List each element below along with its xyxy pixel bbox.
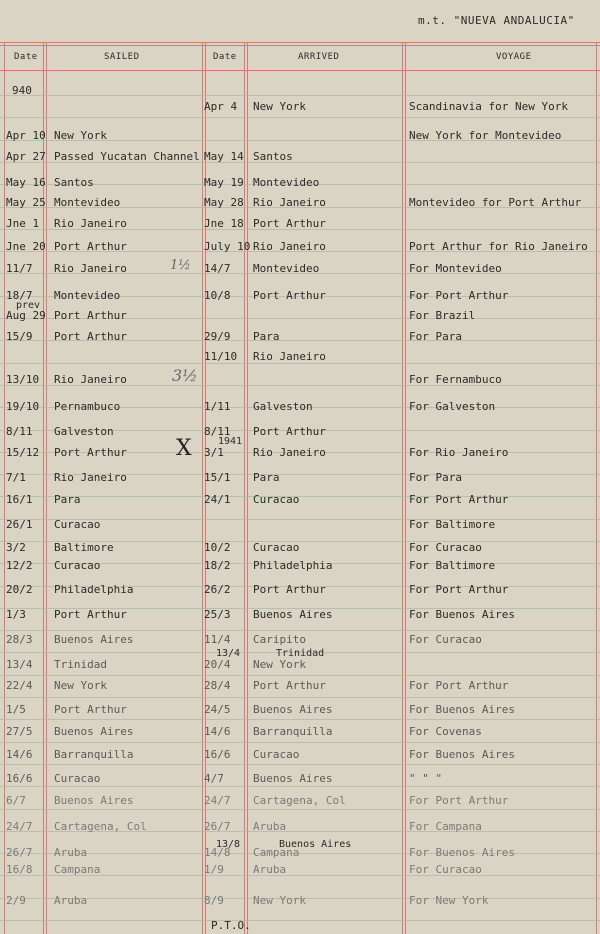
col-rule xyxy=(202,42,203,934)
header-date-sailed: Date xyxy=(14,52,38,62)
row-19-sd: 26/1 xyxy=(6,518,33,531)
row-28-sd: 27/5 xyxy=(6,725,33,738)
row-4-sd: May 16 xyxy=(6,176,46,189)
header-rule xyxy=(0,70,600,71)
row-21-voyage: For Baltimore xyxy=(409,559,496,572)
row-29-ad: 16/6 xyxy=(204,748,231,761)
row-5-sd: May 25 xyxy=(6,196,46,209)
row-3-ad: May 14 xyxy=(204,150,244,163)
row-11-arrived: Para xyxy=(253,330,280,343)
row-5-sailed: Montevideo xyxy=(54,196,121,209)
row-35-sd: 2/9 xyxy=(6,894,26,907)
row-16-sailed: Port Arthur xyxy=(54,446,127,459)
row-17-voyage: For Para xyxy=(409,471,462,484)
row-31-sailed: Buenos Aires xyxy=(54,794,134,807)
row-23-sailed: Port Arthur xyxy=(54,608,127,621)
row-15-arrived: Port Arthur xyxy=(253,425,326,438)
footer-pto: P.T.O. xyxy=(211,919,251,932)
row-19-sailed: Curacao xyxy=(54,518,101,531)
row-1-ad: Apr 4 xyxy=(204,100,238,113)
row-28-voyage: For Covenas xyxy=(409,725,482,738)
row-24-sd: 28/3 xyxy=(6,633,33,646)
row-2-sailed: New York xyxy=(54,129,107,142)
row-27-voyage: For Buenos Aires xyxy=(409,703,515,716)
row-3-sailed: Passed Yucatan Channel xyxy=(54,150,200,163)
row-20-sailed: Baltimore xyxy=(54,541,114,554)
row-22-sailed: Philadelphia xyxy=(54,583,134,596)
row-7-arrived: Rio Janeiro xyxy=(253,240,326,253)
row-8-sd: 11/7 xyxy=(6,262,33,275)
header-date-arrived: Date xyxy=(213,52,237,62)
row-35-ad: 8/9 xyxy=(204,894,224,907)
row-8-sailed: Rio Janeiro xyxy=(54,262,127,275)
row-4-ad: May 19 xyxy=(204,176,244,189)
row-14-voyage: For Galveston xyxy=(409,400,496,413)
row-33-sailed: Aruba xyxy=(54,846,88,859)
row-28-sailed: Buenos Aires xyxy=(54,725,134,738)
arrival-place-extra: Trinidad xyxy=(276,648,325,659)
row-27-sailed: Port Arthur xyxy=(54,703,127,716)
row-33-arrived: Campana xyxy=(253,846,300,859)
row-30-sd: 16/6 xyxy=(6,772,33,785)
row-22-sd: 20/2 xyxy=(6,583,33,596)
arrival-place-extra-2: Buenos Aires xyxy=(279,839,352,850)
row-2-sd: Apr 10 xyxy=(6,129,46,142)
pencil-mark: 3½ xyxy=(172,366,198,385)
row-6-arrived: Port Arthur xyxy=(253,217,326,230)
row-33-sd: 26/7 xyxy=(6,846,33,859)
year-1941-note: 1941 xyxy=(218,436,243,447)
row-25-ad: 20/4 xyxy=(204,658,231,671)
row-32-sailed: Cartagena, Col xyxy=(54,820,147,833)
row-21-ad: 18/2 xyxy=(204,559,231,572)
ruled-line xyxy=(0,742,600,743)
row-6-ad: Jne 18 xyxy=(204,217,244,230)
row-34-sailed: Campana xyxy=(54,863,101,876)
row-31-ad: 24/7 xyxy=(204,794,231,807)
ruled-line xyxy=(0,809,600,810)
row-26-sd: 22/4 xyxy=(6,679,33,692)
row-25-sailed: Trinidad xyxy=(54,658,107,671)
row-16-ad: 3/1 xyxy=(204,446,224,459)
row-29-voyage: For Buenos Aires xyxy=(409,748,515,761)
row-5-voyage: Montevideo for Port Arthur xyxy=(409,196,582,209)
row-8-arrived: Montevideo xyxy=(253,262,320,275)
row-23-ad: 25/3 xyxy=(204,608,231,621)
row-8-ad: 14/7 xyxy=(204,262,231,275)
row-29-sd: 14/6 xyxy=(6,748,33,761)
ruled-line xyxy=(0,786,600,787)
ruled-line xyxy=(0,764,600,765)
row-31-voyage: For Port Arthur xyxy=(409,794,509,807)
row-32-sd: 24/7 xyxy=(6,820,33,833)
prev-note: prev xyxy=(16,300,41,311)
ruled-line xyxy=(0,95,600,96)
row-7-sailed: Port Arthur xyxy=(54,240,127,253)
row-32-ad: 26/7 xyxy=(204,820,231,833)
ruled-line xyxy=(0,719,600,720)
row-12-arrived: Rio Janeiro xyxy=(253,350,326,363)
row-11-ad: 29/9 xyxy=(204,330,231,343)
row-26-ad: 28/4 xyxy=(204,679,231,692)
row-24-sailed: Buenos Aires xyxy=(54,633,134,646)
row-14-sailed: Pernambuco xyxy=(54,400,121,413)
row-33-voyage: For Buenos Aires xyxy=(409,846,515,859)
ruled-line xyxy=(0,117,600,118)
row-26-sailed: New York xyxy=(54,679,107,692)
row-33-ad: 14/8 xyxy=(204,846,231,859)
header-voyage: VOYAGE xyxy=(496,52,532,62)
ship-name: m.t. "NUEVA ANDALUCIA" xyxy=(418,14,575,27)
row-25-sd: 13/4 xyxy=(6,658,33,671)
row-34-sd: 16/8 xyxy=(6,863,33,876)
row-17-sailed: Rio Janeiro xyxy=(54,471,127,484)
ruled-line xyxy=(0,697,600,698)
row-17-arrived: Para xyxy=(253,471,280,484)
row-24-ad: 11/4 xyxy=(204,633,231,646)
row-13-voyage: For Fernambuco xyxy=(409,373,502,386)
pencil-mark: 1½ xyxy=(170,258,191,273)
row-20-sd: 3/2 xyxy=(6,541,26,554)
row-30-voyage: " " " xyxy=(409,772,443,785)
row-34-voyage: For Curacao xyxy=(409,863,482,876)
row-13-sd: 13/10 xyxy=(6,373,40,386)
row-6-sailed: Rio Janeiro xyxy=(54,217,127,230)
row-4-arrived: Montevideo xyxy=(253,176,320,189)
row-14-ad: 1/11 xyxy=(204,400,231,413)
header-arrived: ARRIVED xyxy=(298,52,340,62)
row-22-arrived: Port Arthur xyxy=(253,583,326,596)
row-30-sailed: Curacao xyxy=(54,772,101,785)
row-34-arrived: Aruba xyxy=(253,863,287,876)
row-21-sd: 12/2 xyxy=(6,559,33,572)
row-24-voyage: For Curacao xyxy=(409,633,482,646)
cross-mark: X xyxy=(176,436,192,461)
row-18-ad: 24/1 xyxy=(204,493,231,506)
row-20-voyage: For Curacao xyxy=(409,541,482,554)
row-27-arrived: Buenos Aires xyxy=(253,703,333,716)
row-30-arrived: Buenos Aires xyxy=(253,772,333,785)
row-20-arrived: Curacao xyxy=(253,541,300,554)
row-10-sailed: Port Arthur xyxy=(54,309,127,322)
row-22-voyage: For Port Arthur xyxy=(409,583,509,596)
row-9-ad: 10/8 xyxy=(204,289,231,302)
row-20-ad: 10/2 xyxy=(204,541,231,554)
row-18-sd: 16/1 xyxy=(6,493,33,506)
header-sailed: SAILED xyxy=(104,52,140,62)
row-4-sailed: Santos xyxy=(54,176,94,189)
row-9-arrived: Port Arthur xyxy=(253,289,326,302)
top-rule xyxy=(0,42,600,43)
row-15-sd: 8/11 xyxy=(6,425,33,438)
col-rule xyxy=(402,42,403,934)
row-1-arrived: New York xyxy=(253,100,306,113)
row-26-voyage: For Port Arthur xyxy=(409,679,509,692)
top-rule-2 xyxy=(0,45,600,46)
row-28-arrived: Barranquilla xyxy=(253,725,333,738)
row-13-sailed: Rio Janeiro xyxy=(54,373,127,386)
col-rule xyxy=(4,42,5,934)
row-10-voyage: For Brazil xyxy=(409,309,476,322)
row-15-sailed: Galveston xyxy=(54,425,114,438)
ruled-line xyxy=(0,920,600,921)
row-10-sd: Aug 29 xyxy=(6,309,46,322)
arrival-date-extra: 13/4 xyxy=(216,648,241,659)
row-16-sd: 15/12 xyxy=(6,446,40,459)
row-28-ad: 14/6 xyxy=(204,725,231,738)
row-24-arrived: Caripito xyxy=(253,633,306,646)
row-25-arrived: New York xyxy=(253,658,306,671)
row-3-arrived: Santos xyxy=(253,150,293,163)
row-21-arrived: Philadelphia xyxy=(253,559,333,572)
col-rule xyxy=(596,42,597,934)
row-16-arrived: Rio Janeiro xyxy=(253,446,326,459)
row-7-voyage: Port Arthur for Rio Janeiro xyxy=(409,240,588,253)
row-14-arrived: Galveston xyxy=(253,400,313,413)
col-rule xyxy=(244,42,245,934)
row-17-ad: 15/1 xyxy=(204,471,231,484)
row-23-sd: 1/3 xyxy=(6,608,26,621)
ruled-line xyxy=(0,675,600,676)
row-29-sailed: Barranquilla xyxy=(54,748,134,761)
row-32-voyage: For Campana xyxy=(409,820,482,833)
row-14-sd: 19/10 xyxy=(6,400,40,413)
row-16-voyage: For Rio Janeiro xyxy=(409,446,509,459)
row-7-ad: July 10 xyxy=(204,240,251,253)
row-15-ad: 8/11 xyxy=(204,425,231,438)
row-34-ad: 1/9 xyxy=(204,863,224,876)
row-18-arrived: Curacao xyxy=(253,493,300,506)
row-27-sd: 1/5 xyxy=(6,703,26,716)
ruled-line xyxy=(0,630,600,631)
row-35-voyage: For New York xyxy=(409,894,489,907)
row-9-voyage: For Port Arthur xyxy=(409,289,509,302)
year-label: 940 xyxy=(12,84,32,97)
row-22-ad: 26/2 xyxy=(204,583,231,596)
row-30-ad: 4/7 xyxy=(204,772,224,785)
ruled-line xyxy=(0,363,600,364)
row-32-arrived: Aruba xyxy=(253,820,287,833)
row-5-arrived: Rio Janeiro xyxy=(253,196,326,209)
row-23-arrived: Buenos Aires xyxy=(253,608,333,621)
row-5-ad: May 28 xyxy=(204,196,244,209)
row-23-voyage: For Buenos Aires xyxy=(409,608,515,621)
ruled-line xyxy=(0,496,600,497)
row-7-sd: Jne 20 xyxy=(6,240,46,253)
row-19-voyage: For Baltimore xyxy=(409,518,496,531)
row-9-sailed: Montevideo xyxy=(54,289,121,302)
row-6-sd: Jne 1 xyxy=(6,217,40,230)
row-26-arrived: Port Arthur xyxy=(253,679,326,692)
row-2-voyage: New York for Montevideo xyxy=(409,129,562,142)
row-11-voyage: For Para xyxy=(409,330,462,343)
row-27-ad: 24/5 xyxy=(204,703,231,716)
arrival-date-extra-2: 13/8 xyxy=(216,839,241,850)
row-9-sd: 18/7 xyxy=(6,289,33,302)
row-29-arrived: Curacao xyxy=(253,748,300,761)
row-1-voyage: Scandinavia for New York xyxy=(409,100,568,113)
row-11-sd: 15/9 xyxy=(6,330,33,343)
row-18-sailed: Para xyxy=(54,493,81,506)
row-35-arrived: New York xyxy=(253,894,306,907)
row-21-sailed: Curacao xyxy=(54,559,101,572)
row-18-voyage: For Port Arthur xyxy=(409,493,509,506)
row-8-voyage: For Montevideo xyxy=(409,262,502,275)
row-35-sailed: Aruba xyxy=(54,894,88,907)
row-31-arrived: Cartagena, Col xyxy=(253,794,346,807)
row-3-sd: Apr 27 xyxy=(6,150,46,163)
row-17-sd: 7/1 xyxy=(6,471,26,484)
row-12-ad: 11/10 xyxy=(204,350,238,363)
row-31-sd: 6/7 xyxy=(6,794,26,807)
row-11-sailed: Port Arthur xyxy=(54,330,127,343)
